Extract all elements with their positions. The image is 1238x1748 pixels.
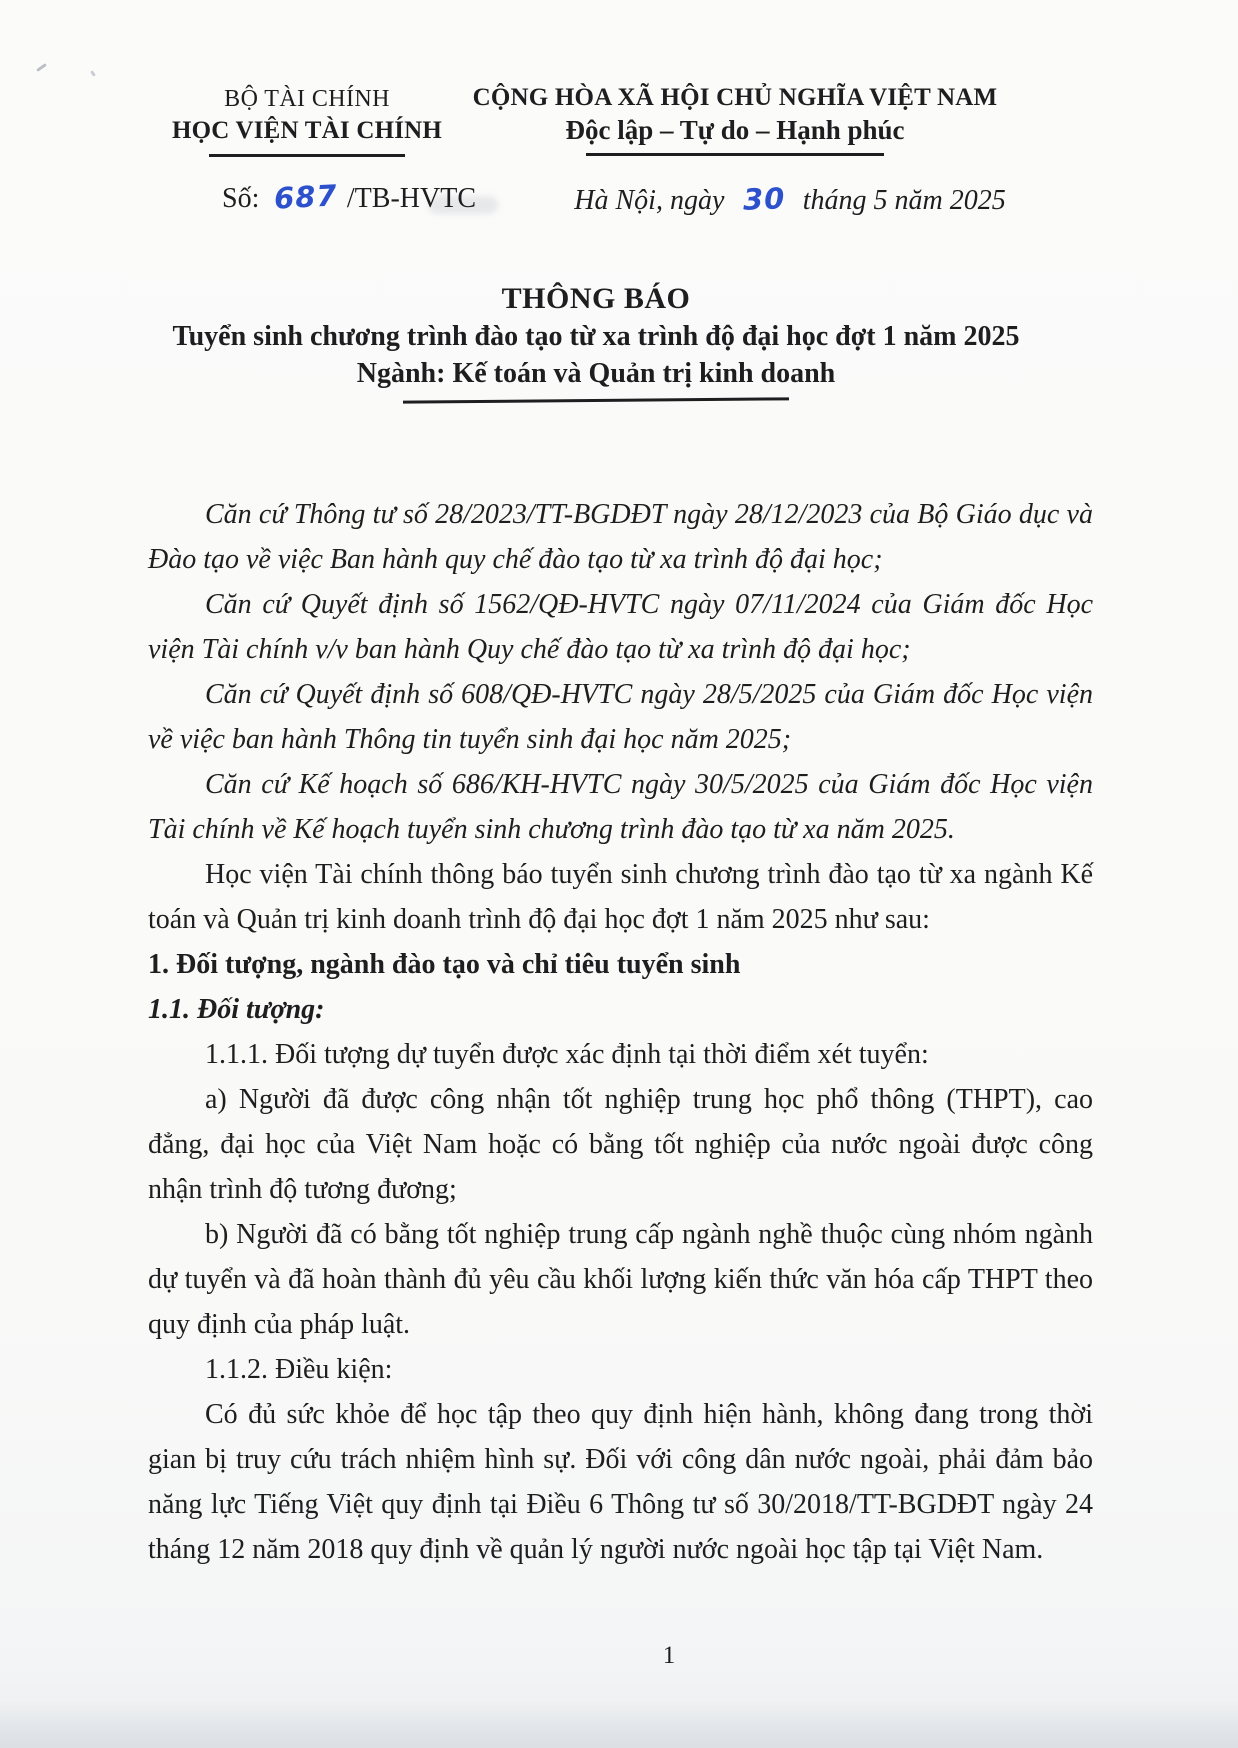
issuing-org-block [152,84,462,157]
issuing-org-name: HỌC VIỆN TÀI CHÍNH [171,117,443,144]
doc-number-suffix: /TB-HVTC [346,183,477,214]
scan-speck [90,70,96,77]
org-underline-rule [209,154,405,157]
doc-number-prefix: Số: [222,183,260,214]
national-motto: Độc lập – Tự do – Hạnh phúc [565,115,905,145]
paragraph-legal-basis-4: Căn cứ Kế hoạch số 686/KH-HVTC ngày 30/5/2025 của Giám đốc Học viện Tài chính về Kế hoạch tuyển sinh chương trình đào tạo từ xa năm 2025. [148,769,1093,845]
scan-bottom-shade [0,1700,1238,1748]
document-number [222,180,476,215]
dateline-suffix: tháng 5 năm 2025 [802,185,1006,216]
document-subtitle-line1: Tuyển sinh chương trình đào tạo từ xa trình độ đại học đợt 1 năm 2025 [172,321,1020,352]
paragraph-legal-basis-3: Căn cứ Quyết định số 608/QĐ-HVTC ngày 28/5/2025 của Giám đốc Học viện về việc ban hành Thông tin tuyển sinh đại học năm 2025; [148,679,1093,755]
document-subtitle-line2: Ngành: Kế toán và Quản trị kinh doanh [356,358,836,389]
document-title: THÔNG BÁO [501,282,691,315]
document-body [148,492,1093,1572]
dateline-prefix: Hà Nội, ngày [574,185,725,216]
page-number: 1 [662,1642,676,1669]
section-heading-1-1: 1.1. Đối tượng: [148,994,325,1025]
dateline-day-handwritten: 30 [742,181,787,217]
clause-1-1-1-b: b) Người đã có bằng tốt nghiệp trung cấp ngành nghề thuộc cùng nhóm ngành dự tuyển và đã hoàn thành đủ yêu cầu khối lượng kiến thức văn hóa cấp THPT theo quy định của pháp luật. [148,1219,1093,1340]
clause-1-1-2: 1.1.2. Điều kiện: [205,1354,393,1385]
clause-1-1-1-a: a) Người đã được công nhận tốt nghiệp trung học phổ thông (THPT), cao đẳng, đại học của Việt Nam hoặc có bằng tốt nghiệp của nước ngoài được công nhận trình độ tương đương; [148,1084,1093,1205]
national-header-block [468,82,1002,156]
scan-speck [36,63,47,72]
parent-org-name: BỘ TÀI CHÍNH [224,86,390,112]
doc-number-handwritten: 687 [273,178,339,216]
paragraph-legal-basis-1: Căn cứ Thông tư số 28/2023/TT-BGDĐT ngày 28/12/2023 của Bộ Giáo dục và Đào tạo về việc Ban hành quy chế đào tạo từ xa trình độ đại học; [148,499,1093,575]
dateline [560,182,1020,217]
clause-1-1-2-content: Có đủ sức khỏe để học tập theo quy định hiện hành, không đang trong thời gian bị truy cứu trách nhiệm hình sự. Đối với công dân nước ngoài, phải đảm bảo năng lực Tiếng Việt quy định tại Điều 6 Thông tư số 30/2018/TT-BGDĐT ngày 24 tháng 12 năm 2018 quy định về quản lý người nước ngoài học tập tại Việt Nam. [148,1399,1093,1565]
paragraph-announcement-intro: Học viện Tài chính thông báo tuyển sinh chương trình đào tạo từ xa ngành Kế toán và Quản trị kinh doanh trình độ đại học đợt 1 năm 2025 như sau: [148,859,1093,935]
national-title: CỘNG HÒA XÃ HỘI CHỦ NGHĨA VIỆT NAM [472,84,998,111]
title-underline-rule [403,397,789,403]
clause-1-1-1: 1.1.1. Đối tượng dự tuyển được xác định tại thời điểm xét tuyển: [205,1039,929,1070]
section-heading-1: 1. Đối tượng, ngành đào tạo và chỉ tiêu tuyển sinh [148,949,741,980]
motto-underline-rule [586,153,884,156]
paragraph-legal-basis-2: Căn cứ Quyết định số 1562/QĐ-HVTC ngày 07/11/2024 của Giám đốc Học viện Tài chính v/v ban hành Quy chế đào tạo từ xa trình độ đại học; [148,589,1093,665]
title-block [0,280,1192,402]
